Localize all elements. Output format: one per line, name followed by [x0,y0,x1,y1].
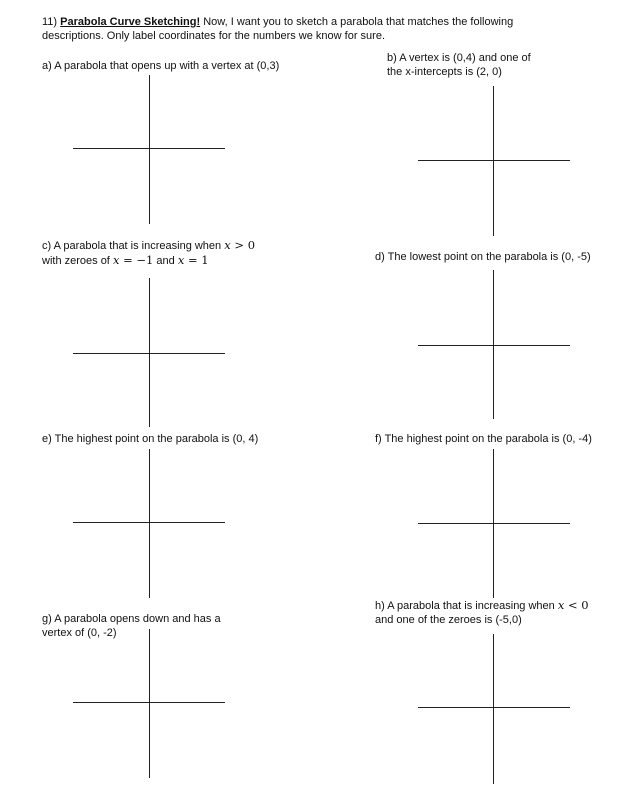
problem-f-line-1: f) The highest point on the parabola is (0, -4) [375,433,592,445]
problem-g-y-axis [149,629,150,778]
problem-g-line-1: g) A parabola opens down and has a [42,613,221,625]
problem-b-y-axis [493,86,494,236]
problem-c-zero-1: x = −1 [112,253,154,267]
problem-h-y-axis [493,634,494,784]
problem-e-y-axis [149,449,150,598]
problem-d-prompt [375,250,591,264]
problem-h-prompt [375,598,589,627]
problem-b-x-axis [418,160,570,161]
problem-d-x-axis [418,345,570,346]
problem-c-zero-2: x = 1 [177,253,209,267]
problem-e-x-axis [73,522,225,523]
problem-c-condition: x > 0 [224,238,256,252]
problem-b-line-2: the x-intercepts is (2, 0) [387,66,502,78]
problem-c-x-axis [73,353,225,354]
problem-f-prompt [375,432,592,446]
header-line-2: descriptions. Only label coordinates for the numbers we know for sure. [42,30,385,42]
problem-g-x-axis [73,702,225,703]
problem-a-line-1: a) A parabola that opens up with a vertex at (0,3) [42,60,280,72]
header-line-1 [42,15,513,29]
problem-h-condition: x < 0 [557,598,589,612]
problem-g-line-2: vertex of (0, -2) [42,627,117,639]
problem-e-line-1: e) The highest point on the parabola is (0, 4) [42,433,259,445]
problem-a-prompt [42,59,279,73]
problem-h-x-axis [418,707,570,708]
problem-c-line-1: c) A parabola that is increasing when x > 0 [42,238,256,252]
question-number: 11) [42,16,58,28]
problem-c-prompt [42,238,255,268]
problem-h-line-1: h) A parabola that is increasing when x < 0 [375,598,589,612]
problem-a-x-axis [73,148,225,149]
problem-f-x-axis [418,523,570,524]
problem-g-prompt [42,612,221,640]
problem-h-line-2: and one of the zeroes is (-5,0) [375,614,522,626]
problem-d-line-1: d) The lowest point on the parabola is (0, -5) [375,251,591,263]
problem-e-prompt [42,432,258,446]
problem-b-prompt [387,51,531,79]
problem-c-line-2: with zeroes of x = −1 and x = 1 [42,253,209,267]
question-header [42,15,513,43]
problem-a-y-axis [149,75,150,224]
question-title: Parabola Curve Sketching! [60,16,201,28]
header-instructions-1: Now, I want you to sketch a parabola that matches the following [203,16,514,28]
problem-b-line-1: b) A vertex is (0,4) and one of [387,52,531,64]
